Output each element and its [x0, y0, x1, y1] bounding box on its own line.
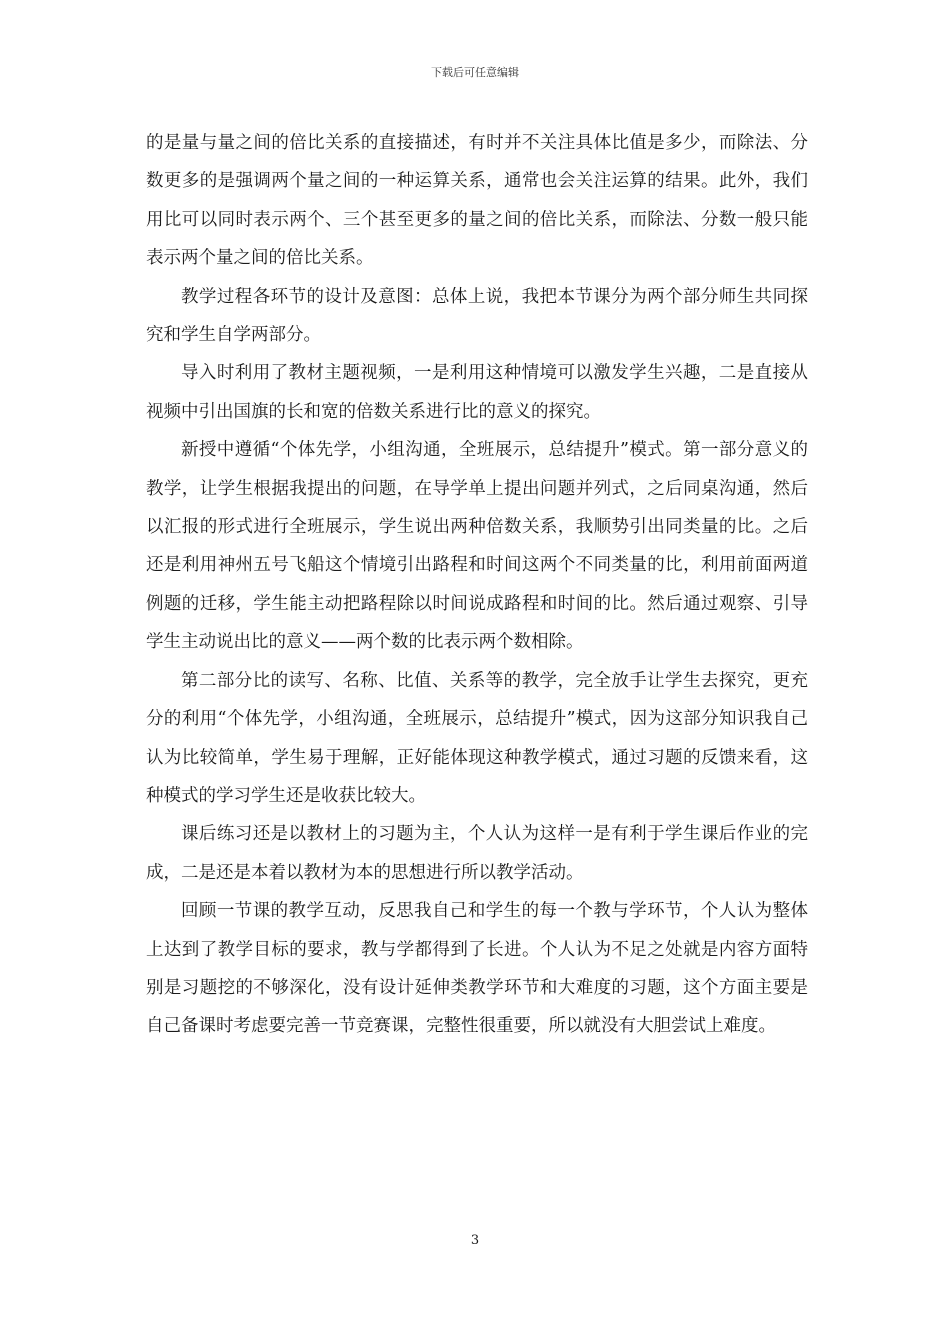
paragraph: 的是量与量之间的倍比关系的直接描述，有时并不关注具体比值是多少，而除法、分数更多的是强调两个量之间的一种运算关系，通常也会关注运算的结果。此外，我们用比可以同时表示两个、三个甚至更多的量之间的倍比关系，而除法、分数一般只能表示两个量之间的倍比关系。 — [146, 133, 808, 269]
paragraph: 第二部分比的读写、名称、比值、关系等的教学，完全放手让学生去探究，更充分的利用“个体先学，小组沟通，全班展示，总结提升”模式，因为这部分知识我自己认为比较简单，学生易于理解，正好能体现这种教学模式，通过习题的反馈来看，这种模式的学习学生还是收获比较大。 — [146, 670, 808, 806]
page-header: 下载后可任意编辑 — [431, 66, 519, 79]
paragraph: 新授中遵循“个体先学，小组沟通，全班展示，总结提升”模式。第一部分意义的教学，让学生根据我提出的问题，在导学单上提出问题并列式，之后同桌沟通，然后以汇报的形式进行全班展示，学生说出两种倍数关系，我顺势引出同类量的比。之后还是利用神州五号飞船这个情境引出路程和时间这两个不同类量的比，利用前面两道例题的迁移，学生能主动把路程除以时间说成路程和时间的比。然后通过观察、引导学生主动说出比的意义——两个数的比表示两个数相除。 — [146, 440, 808, 653]
document-body — [146, 124, 808, 1046]
paragraph: 导入时利用了教材主题视频，一是利用这种情境可以激发学生兴趣，二是直接从视频中引出国旗的长和宽的倍数关系进行比的意义的探究。 — [146, 363, 808, 422]
paragraph: 回顾一节课的教学互动，反思我自己和学生的每一个教与学环节，个人认为整体上达到了教学目标的要求，教与学都得到了长进。个人认为不足之处就是内容方面特别是习题挖的不够深化，没有设计延伸类教学环节和大难度的习题，这个方面主要是自己备课时考虑要完善一节竞赛课，完整性很重要，所以就没有大胆尝试上难度。 — [146, 901, 808, 1037]
page-number: 3 — [470, 1233, 480, 1248]
paragraph: 教学过程各环节的设计及意图：总体上说，我把本节课分为两个部分师生共同探究和学生自学两部分。 — [146, 286, 808, 346]
paragraph: 课后练习还是以教材上的习题为主，个人认为这样一是有利于学生课后作业的完成，二是还是本着以教材为本的思想进行所以教学活动。 — [146, 824, 808, 883]
